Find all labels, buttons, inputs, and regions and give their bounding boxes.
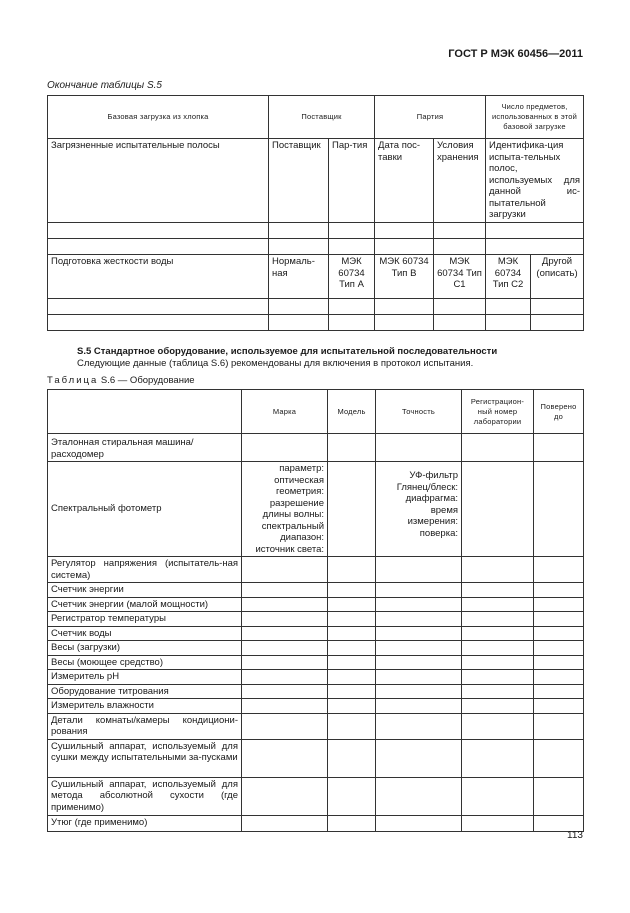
header-item-count: Число предметов, использованных в этой базовой загрузке bbox=[486, 96, 584, 139]
label-water-hardness: Подготовка жесткости воды bbox=[48, 255, 269, 299]
equipment-row: Детали комнаты/камеры кондициони-рования bbox=[48, 713, 242, 739]
header-batch: Партия bbox=[375, 96, 486, 139]
table6-caption: Таблица S.6 — Оборудование bbox=[47, 375, 195, 386]
photometer-mark-params: параметр: оптическая геометрия: разрешение длины волны: спектральный диапазон: источник света: bbox=[242, 462, 328, 557]
header-lab-reg-number: Регистрацион-ный номер лаборатории bbox=[462, 390, 534, 434]
cell-supplier: Поставщик bbox=[269, 139, 329, 223]
equipment-row: Регулятор напряжения (испытатель-ная система) bbox=[48, 557, 242, 583]
equipment-row: Счетчик энергии bbox=[48, 583, 242, 598]
equipment-row: Спектральный фотометр bbox=[48, 462, 242, 557]
equipment-row: Измеритель pH bbox=[48, 670, 242, 685]
doc-code: ГОСТ Р МЭК 60456—2011 bbox=[448, 48, 583, 60]
equipment-row: Счетчик воды bbox=[48, 626, 242, 641]
cell-normal: Нормаль-ная bbox=[269, 255, 329, 299]
header-base-load: Базовая загрузка из хлопка bbox=[48, 96, 269, 139]
equipment-row: Весы (моющее средство) bbox=[48, 655, 242, 670]
header-supplier: Поставщик bbox=[269, 96, 375, 139]
table-s6-equipment bbox=[47, 389, 584, 832]
cell-iec-type-c2: МЭК 60734 Тип С2 bbox=[486, 255, 531, 299]
equipment-row: Оборудование титрования bbox=[48, 684, 242, 699]
cell-iec-type-c1: МЭК 60734 Тип С1 bbox=[434, 255, 486, 299]
cell-delivery-date: Дата пос-тавки bbox=[375, 139, 434, 223]
label-soiled-strips: Загрязненные испытательные полосы bbox=[48, 139, 269, 223]
cell-other: Другой (описать) bbox=[531, 255, 584, 299]
header-accuracy: Точность bbox=[376, 390, 462, 434]
header-model: Модель bbox=[328, 390, 376, 434]
photometer-accuracy-params: УФ-фильтр Глянец/блеск: диафрагма: время измерения: поверка: bbox=[376, 462, 462, 557]
cell-storage-conditions: Условия хранения bbox=[434, 139, 486, 223]
section-intro: Следующие данные (таблица S.6) рекомендованы для включения в протокол испытания. bbox=[77, 358, 474, 369]
equipment-row: Сушильный аппарат, используемый для сушки между испытательными за-пусками bbox=[48, 739, 242, 777]
equipment-row: Эталонная стиральная машина/ расходомер bbox=[48, 434, 242, 462]
cell-strip-identification: Идентифика-ция испыта-тельных полос, используемых для данной ис-пытательной загрузки bbox=[486, 139, 584, 223]
header-brand: Марка bbox=[242, 390, 328, 434]
equipment-row: Измеритель влажности bbox=[48, 699, 242, 714]
cell-batch: Пар-тия bbox=[329, 139, 375, 223]
page-number: 113 bbox=[567, 830, 583, 841]
table-s5-end bbox=[47, 95, 584, 331]
header-verified-until: Поверено до bbox=[534, 390, 584, 434]
equipment-row: Регистратор температуры bbox=[48, 612, 242, 627]
equipment-row: Сушильный аппарат, используемый для метода абсолютной сухости (где применимо) bbox=[48, 777, 242, 815]
section-title: S.5 Стандартное оборудование, используемое для испытательной последовательности bbox=[77, 346, 498, 357]
equipment-row: Весы (загрузки) bbox=[48, 641, 242, 656]
cell-iec-type-b: МЭК 60734 Тип В bbox=[375, 255, 434, 299]
equipment-row: Счетчик энергии (малой мощности) bbox=[48, 597, 242, 612]
cell-iec-type-a: МЭК 60734 Тип А bbox=[329, 255, 375, 299]
equipment-row: Утюг (где применимо) bbox=[48, 815, 242, 831]
table5-caption: Окончание таблицы S.5 bbox=[47, 80, 162, 91]
